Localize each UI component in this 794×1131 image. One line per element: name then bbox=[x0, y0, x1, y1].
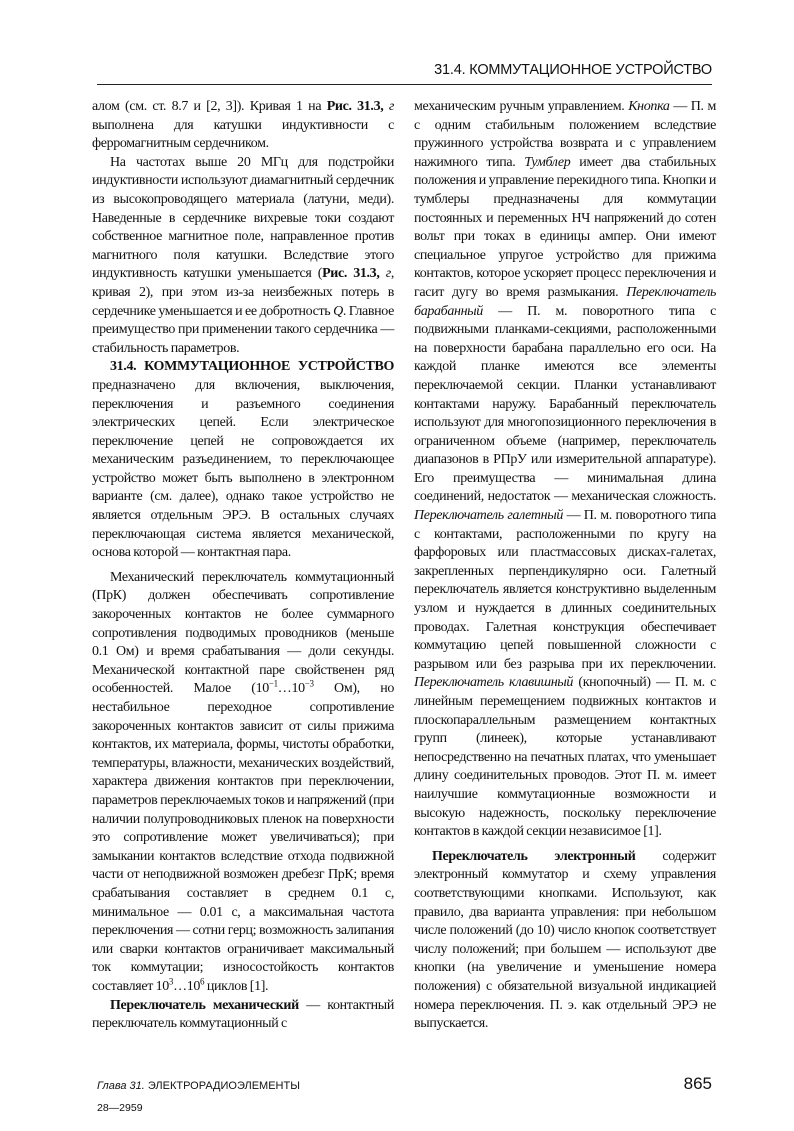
text-run: — контактный переключатель коммутационный с bbox=[92, 997, 394, 1032]
bold-term: Переключатель механический bbox=[110, 997, 299, 1013]
paragraph bbox=[92, 997, 394, 1034]
italic-term: Q bbox=[333, 303, 343, 319]
text-run: — П. м. поворотного типа с контактами, расположенными по кругу на фарфоровых или пластмассовых дисках-галетах, закрепленных перпендикулярно оси. Галетный переключатель является конструктивно выделенным узлом и нуждается в длинных соединительных проводах. Галетная конструкция обеспечивает коммутацию цепей повышенной сложности с разрывом или без разрыва при их переключении. bbox=[414, 508, 716, 672]
paragraph bbox=[92, 569, 394, 997]
page-number: 865 bbox=[683, 1074, 712, 1093]
paragraph bbox=[92, 98, 394, 154]
italic-term: Переключатель галетный bbox=[414, 508, 563, 524]
text-run: алом (см. ст. 8.7 и [2, 3]). Кривая 1 на bbox=[92, 99, 327, 114]
italic-term: Переключатель клавишный bbox=[414, 675, 574, 691]
text-run: На частотах выше 20 МГц для подстройки индуктивности используют диамагнитный сердечник из высокопроводящего материала (латуни, меди). Наведенные в сердечнике вихревые токи создают собственное магнитное поле, направленное против магнитного поля катушки. Вследствие этого индуктивность катушки уменьшается ( bbox=[92, 154, 394, 282]
superscript: −1 bbox=[268, 678, 278, 689]
text-run: выполнена для катушки индуктивности с ферромагнитным сердечником. bbox=[92, 117, 394, 152]
text-run: содержит электронный коммутатор и схему управления соответствующими кнопками. Используют, как правило, два варианта управления: при небольшом числе положений (до 10) число кнопок соответствует числу положений; при большем — используют две кнопки (на увеличение и уменьшение номера положения) с обязательной визуальной индикацией номера переключения. П. э. как отдельный ЭРЭ не выпускается. bbox=[414, 848, 716, 1032]
chapter-label: Глава 31. bbox=[97, 1080, 145, 1092]
bold-term: Рис. 31.3, bbox=[326, 99, 389, 114]
bold-term: 31.4. КОММУТАЦИОННОЕ УСТРОЙСТВО bbox=[110, 359, 394, 375]
paragraph bbox=[414, 98, 716, 842]
superscript: 6 bbox=[200, 976, 205, 987]
superscript: 3 bbox=[168, 976, 174, 987]
text-run: . Главное преимущество при применении такого сердечника — стабильность параметров. bbox=[92, 303, 394, 356]
printer-signature: 28—2959 bbox=[97, 1102, 143, 1114]
paragraph bbox=[92, 154, 394, 359]
text-run: Ом), но нестабильное переходное сопротивление закороченных контактов зависит от силы прижима контактов, их материала, формы, чистоты обработки, температуры, влажности, механических воздействий, характера движения контактов при переключении, параметров переключаемых токов и напряжений (при наличии полупроводниковых пленок на поверхности это сопротивление может увеличиваться); при замыкании контактов вследствие отхода подвижной части от неподвижной возможен дребезг ПрК; время срабатывания составляет в среднем 0.1 с, минимальное — 0.01 с, а максимальная частота переключения — сотни герц; возможность залипания или сварки контактов ограничивает максимальный ток коммутации; износостойкость контактов составляет 10 bbox=[92, 681, 395, 994]
footer-chapter bbox=[97, 1080, 300, 1092]
paragraph bbox=[414, 848, 716, 1034]
superscript: −3 bbox=[304, 678, 314, 689]
running-header: 31.4. КОММУТАЦИОННОЕ УСТРОЙСТВО bbox=[434, 62, 712, 78]
italic-term: Тумблер bbox=[524, 154, 571, 170]
italic-term: г bbox=[388, 99, 394, 114]
right-column bbox=[414, 98, 716, 1034]
text-run: …10 bbox=[173, 978, 201, 994]
text-run: — П. м с одним стабильным положением вследствие пружинного устройства возврата и с управлением нажимного типа. bbox=[414, 99, 716, 170]
italic-term: Переключатель барабанный bbox=[414, 284, 716, 319]
text-run: циклов [1]. bbox=[204, 978, 269, 994]
text-run: имеет два стабильных положения и управление перекидного типа. Кнопки и тумблеры предназначены для коммутации постоянных и переменных НЧ напряжений до сотен вольт при токах в единицы ампер. Они имеют специальное упругое устройство для прижима контактов, которое ускоряет процесс переключения и гасит дугу во время размыкания. bbox=[414, 154, 716, 300]
paragraph bbox=[92, 358, 394, 563]
bold-term: Рис. 31.3, bbox=[322, 266, 386, 282]
text-run: Механический переключатель коммутационный (ПрК) должен обеспечивать сопротивление закороченных контактов не более суммарного сопротивления подводимых проводников (меньше 0.1 Ом) и время срабатывания — доли секунды. Механической контактной паре свойственен ряд особенностей. Малое (10 bbox=[92, 569, 394, 697]
text-run: — П. м. поворотного типа с подвижными планками-секциями, расположенными на поверхности барабана параллельно его оси. На каждой планке имеются все элементы переключаемой секции. Планки устанавливают контактами наружу. Барабанный переключатель используют для многопозиционного переключения в ограниченном объеме (например, переключатель диапазонов в РПрУ или измерительной аппаратуре). Его преимущества — минимальная длина соединений, недостаток — механическая сложность. bbox=[414, 303, 716, 505]
italic-term: Кнопка bbox=[628, 99, 670, 114]
header-rule bbox=[97, 84, 712, 85]
text-run: …10 bbox=[277, 681, 305, 697]
bold-term: Переключатель электронный bbox=[432, 848, 636, 864]
left-column bbox=[92, 98, 394, 1034]
italic-term: г bbox=[385, 266, 391, 282]
chapter-title: ЭЛЕКТРОРАДИОЭЛЕМЕНТЫ bbox=[144, 1080, 300, 1092]
text-run: механическим ручным управлением. bbox=[414, 99, 629, 114]
text-run: предназначено для включения, выключения, переключения и разъемного соединения электрических цепей. Если электрическое переключение цепей не сопровождается их механическим разъединением, то переключающее устройство может быть выполнено в электронном варианте (см. далее), однако такое устройство не является отдельным ЭРЭ. В остальных случаях переключающая система является механической, основа которой — контактная пара. bbox=[92, 377, 394, 561]
text-run: , кривая 2), при этом из-за неизбежных потерь в сердечнике уменьшается и ее добротность bbox=[92, 266, 395, 319]
text-run: (кнопочный) — П. м. с линейным перемещением подвижных контактов и плоскопараллельным размещением контактных групп (линеек), которые устанавливают непосредственно на печатных платах, что уменьшает длину соединительных проводов. Этот П. м. имеет наилучшие коммутационные возможности и высокую надежность, поскольку переключение контактов в каждой секции независимое [1]. bbox=[414, 675, 716, 840]
